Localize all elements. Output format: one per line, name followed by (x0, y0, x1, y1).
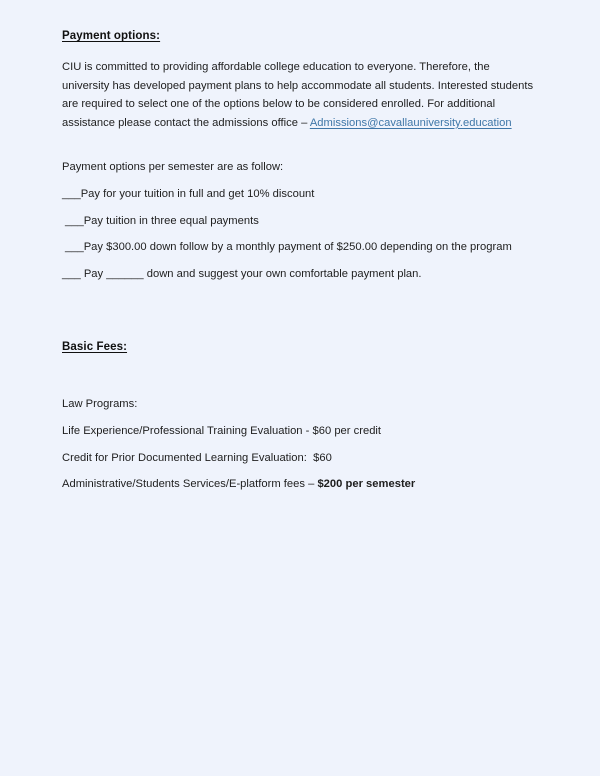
spacer (62, 177, 540, 185)
payment-options-heading: Payment options: (62, 30, 161, 42)
spacer (62, 132, 540, 158)
spacer (62, 257, 540, 265)
spacer (62, 230, 540, 238)
spacer (62, 44, 540, 58)
payment-option-1: ___Pay for your tuition in full and get 10% discount (62, 187, 315, 200)
law-programs-label: Law Programs: (62, 398, 138, 411)
options-intro-line: Payment options per semester are as follow: (62, 161, 284, 174)
basic-fees-heading: Basic Fees: (62, 341, 128, 354)
payment-option-2: ___Pay tuition in three equal payments (65, 214, 259, 227)
fee-administrative-text: Administrative/Students Services/E-platform fees – (62, 478, 318, 491)
spacer (62, 441, 540, 449)
payment-option-4: ___ Pay ______ down and suggest your own comfortable payment plan. (62, 267, 422, 280)
spacer (62, 467, 540, 475)
spacer (62, 204, 540, 212)
spacer (62, 414, 540, 422)
spacer (62, 355, 540, 395)
fee-administrative-amount: $200 per semester (317, 478, 416, 491)
admissions-email-link[interactable]: Admissions@cavallauniversity.education (309, 116, 512, 129)
spacer (62, 283, 540, 339)
fee-row-administrative (62, 475, 540, 494)
payment-intro-text: CIU is committed to providing affordable college education to everyone. Therefore, the university has developed payment plans to help accommodate all students. Interested students are required to select one of the options below to be considered enrolled. For additional assistance please contact the admissions office – (62, 61, 534, 129)
fee-row-prior-learning: Credit for Prior Documented Learning Evaluation: $60 (62, 451, 332, 464)
payment-intro-paragraph (62, 58, 540, 132)
payment-option-3: ___Pay $300.00 down follow by a monthly payment of $250.00 depending on the program (65, 241, 512, 254)
fee-row-life-experience: Life Experience/Professional Training Evaluation - $60 per credit (62, 424, 382, 437)
